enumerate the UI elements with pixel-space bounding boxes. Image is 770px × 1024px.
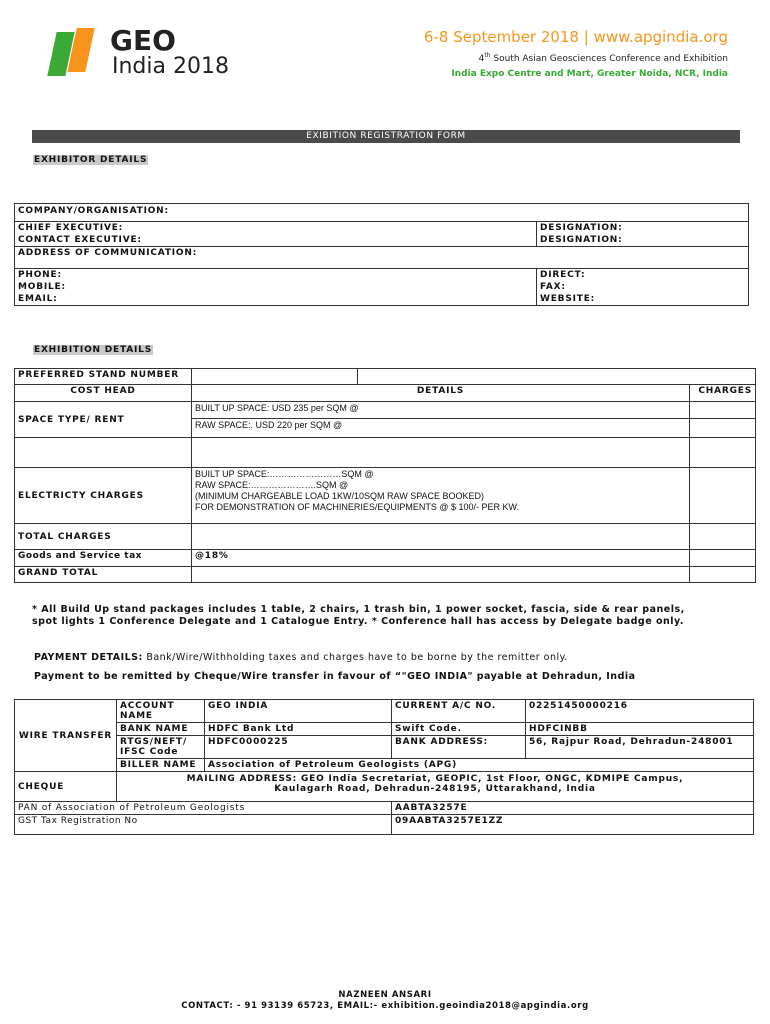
logo-india-text: India 2018	[112, 54, 229, 79]
pan-label: PAN of Association of Petroleum Geologists	[15, 802, 392, 815]
biller-label: BILLER NAME	[117, 759, 205, 772]
chief-executive-field[interactable]: CHIEF EXECUTIVE:	[15, 222, 537, 235]
built-up-charge[interactable]	[690, 402, 756, 419]
gst-label: Goods and Service tax	[15, 550, 192, 567]
rtgs-label: RTGS/NEFT/ IFSC Code	[117, 736, 205, 759]
pan-value: AABTA3257E	[392, 802, 754, 815]
rtgs-value: HDFC0000225	[205, 736, 392, 759]
exhibition-table	[14, 368, 756, 583]
footer-contact: CONTACT: - 91 93139 65723, EMAIL:- exhibition.geoindia2018@apgindia.org	[181, 1001, 589, 1011]
blank-details	[192, 438, 690, 468]
swift-value: HDFCINBB	[526, 723, 754, 736]
elec-minimum-load: (MINIMUM CHARGEABLE LOAD 1KW/10SQM RAW SPACE BOOKED)	[195, 491, 485, 501]
website-field[interactable]: WEBSITE:	[537, 293, 749, 306]
footer-name: NAZNEEN ANSARI	[338, 990, 432, 1000]
preferred-stand-label: PREFERRED STAND NUMBER	[15, 369, 192, 385]
venue: India Expo Centre and Mart, Greater Noida, NCR, India	[451, 69, 728, 79]
payment-details-text: Bank/Wire/Withholding taxes and charges have to be borne by the remitter only.	[142, 652, 568, 663]
raw-space-rate: RAW SPACE:. USD 220 per SQM @	[192, 419, 690, 438]
bank-address-value: 56, Rajpur Road, Dehradun-248001	[526, 736, 754, 759]
geo-india-logo	[52, 26, 282, 82]
elec-raw-space: RAW SPACE:………………….SQM @	[195, 480, 349, 490]
charges-header: CHARGES	[690, 385, 756, 402]
biller-value: Association of Petroleum Geologists (APG)	[205, 759, 754, 772]
exhibition-details-heading: EXHIBITION DETAILS	[34, 345, 152, 355]
conf-text: South Asian Geosciences Conference and Exhibition	[490, 54, 728, 64]
gst-value[interactable]	[690, 550, 756, 567]
bank-address-label: BANK ADDRESS:	[392, 736, 526, 759]
electricity-label: ELECTRICTY CHARGES	[15, 468, 192, 524]
header-info	[424, 28, 728, 79]
raw-space-charge[interactable]	[690, 419, 756, 438]
current-ac-label: CURRENT A/C NO.	[392, 700, 526, 723]
grand-total-details	[192, 567, 690, 583]
total-charges-value[interactable]	[690, 524, 756, 550]
payment-details-label: PAYMENT DETAILS:	[34, 652, 143, 663]
payment-details	[34, 652, 714, 664]
email-field[interactable]: EMAIL:	[15, 293, 537, 306]
phone-field[interactable]: PHONE:	[15, 269, 537, 282]
preferred-stand-blank	[358, 369, 756, 385]
logo-geo-text: GEO	[110, 24, 176, 57]
conference-name	[424, 52, 728, 64]
blank-charges	[690, 438, 756, 468]
gst-rate: @18%	[192, 550, 690, 567]
exhibitor-details-heading: EXHIBITOR DETAILS	[34, 155, 148, 165]
bank-name-value: HDFC Bank Ltd	[205, 723, 392, 736]
cheque-label: CHEQUE	[15, 772, 117, 802]
address-field[interactable]: ADDRESS OF COMMUNICATION:	[15, 247, 749, 269]
designation-field-2[interactable]: DESIGNATION:	[537, 234, 749, 247]
conf-ordinal: th	[484, 52, 491, 59]
wire-transfer-label: WIRE TRANSFER	[15, 700, 117, 772]
account-name-value: GEO INDIA	[205, 700, 392, 723]
gst-registration-value: 09AABTA3257E1ZZ	[392, 815, 754, 835]
conf-number: 4	[478, 54, 485, 64]
contact-executive-field[interactable]: CONTACT EXECUTIVE:	[15, 234, 537, 247]
gst-registration-label: GST Tax Registration No	[15, 815, 392, 835]
electricity-details	[192, 468, 690, 524]
bank-name-label: BANK NAME	[117, 723, 205, 736]
grand-total-value[interactable]	[690, 567, 756, 583]
total-charges-details	[192, 524, 690, 550]
blank-cost-head	[15, 438, 192, 468]
bank-table	[14, 699, 754, 835]
details-header: DETAILS	[192, 385, 690, 402]
swift-label: Swift Code.	[392, 723, 526, 736]
grand-total-label: GRAND TOTAL	[15, 567, 192, 583]
electricity-charge[interactable]	[690, 468, 756, 524]
elec-built-up: BUILT UP SPACE:……………………SQM @	[195, 469, 374, 479]
event-date-website: 6-8 September 2018 | www.apgindia.org	[423, 28, 728, 46]
built-up-rate: BUILT UP SPACE: USD 235 per SQM @	[192, 402, 690, 419]
mobile-field[interactable]: MOBILE:	[15, 281, 537, 293]
direct-field[interactable]: DIRECT:	[537, 269, 749, 282]
preferred-stand-input[interactable]	[192, 369, 358, 385]
total-charges-label: TOTAL CHARGES	[15, 524, 192, 550]
designation-field-1[interactable]: DESIGNATION:	[537, 222, 749, 235]
account-name-label: ACCOUNT NAME	[117, 700, 205, 723]
fax-field[interactable]: FAX:	[537, 281, 749, 293]
current-ac-value: 02251450000216	[526, 700, 754, 723]
package-note: * All Build Up stand packages includes 1 table, 2 chairs, 1 trash bin, 1 power socket, fascia, side & rear panels, spot lights 1 Conference Delegate and 1 Catalogue Entry. * Conference hall has access by Delegate badge only.	[32, 604, 685, 627]
cost-head-header: COST HEAD	[15, 385, 192, 402]
form-title: EXIBITION REGISTRATION FORM	[32, 130, 740, 143]
company-field[interactable]: COMPANY/ORGANISATION:	[15, 204, 749, 222]
space-type-label: SPACE TYPE/ RENT	[15, 402, 192, 438]
remittance-note: Payment to be remitted by Cheque/Wire transfer in favour of “"GEO INDIA" payable at Dehradun, India	[34, 671, 636, 682]
elec-demonstration: FOR DEMONSTRATION OF MACHINERIES/EQUIPMENTS @ $ 100/- PER KW.	[195, 502, 520, 512]
mailing-address: MAILING ADDRESS: GEO India Secretariat, GEOPIC, 1st Floor, ONGC, KDMIPE Campus, Kaulagarh Road, Dehradun-248195, Uttarakhand, India	[117, 772, 754, 802]
exhibitor-table	[14, 203, 749, 306]
